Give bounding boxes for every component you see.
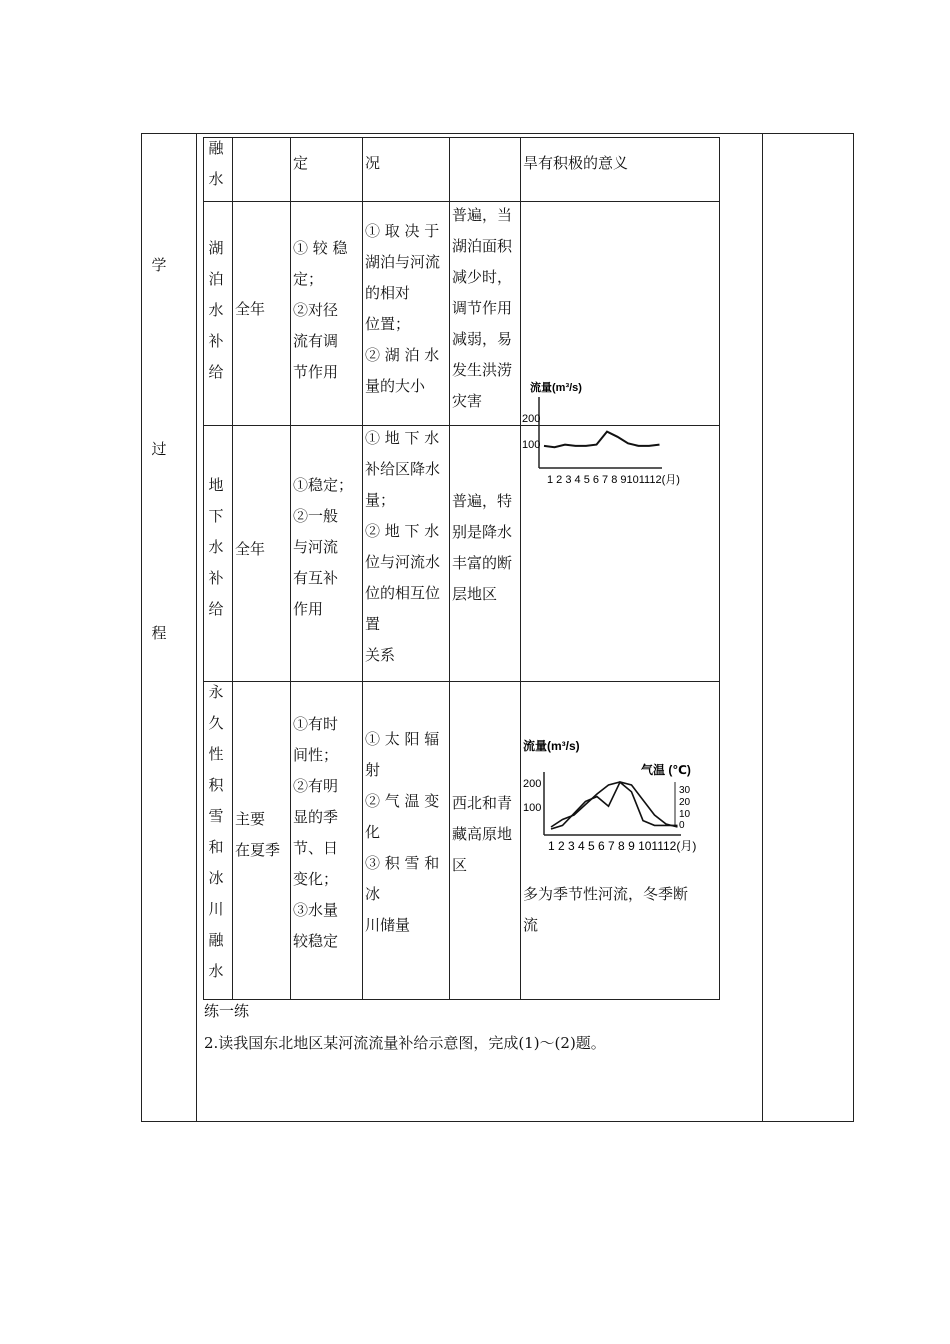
- flow-temp-chart-snow: [521, 732, 719, 857]
- row-type-cell: 永 久 性 积 雪 和 冰 川 融 水: [208, 683, 224, 980]
- chart2-ylabel: 流量(m³/s): [523, 739, 580, 753]
- side-label-guo: 过: [151, 440, 167, 458]
- row-remark-cell: 多为季节性河流，冬季断 流: [523, 885, 689, 934]
- row-type-cell: 湖 泊 水 补 给: [208, 239, 224, 381]
- chart2-temp-line: [551, 782, 678, 827]
- row-period-cell: 全年: [235, 540, 266, 558]
- side-label-cheng: 程: [151, 624, 167, 642]
- row-factors-cell: ① 太 阳 辐 射 ② 气 温 变 化 ③ 积 雪 和 冰 川储量: [365, 730, 440, 934]
- chart1-ytick: 100: [522, 439, 541, 451]
- row-factors-cell: 况: [365, 154, 381, 172]
- chart2-y2tick: 10: [679, 809, 691, 820]
- chart2-xticks: 1 2 3 4 5 6 7 8 9 101112(月): [548, 839, 697, 853]
- row-features-cell: 定: [293, 154, 309, 172]
- chart1-series-line: [544, 432, 660, 448]
- row-features-cell: ①有时 间性； ②有明 显的季 节、日 变化； ③水量 较稳定: [293, 715, 339, 950]
- chart2-flow-line: [551, 782, 678, 829]
- row-remark-cell: 旱有积极的意义: [523, 154, 629, 172]
- chart2-y2tick: 20: [679, 797, 691, 808]
- row-type-cell: 融 水: [208, 139, 224, 188]
- row-regions-cell: 西北和青 藏高原地 区: [452, 794, 513, 874]
- practice-question: 2.读我国东北地区某河流流量补给示意图，完成(1)～(2)题。: [204, 1034, 606, 1052]
- row-features-cell: ① 较 稳 定； ②对径 流有调 节作用: [293, 239, 348, 381]
- chart2-ytick: 100: [523, 802, 542, 814]
- chart2-ytick: 200: [523, 778, 542, 790]
- practice-heading: 练一练: [204, 1002, 250, 1020]
- chart1-xticks: 1 2 3 4 5 6 7 8 9101112(月): [547, 474, 680, 486]
- row-period-cell: 主要 在夏季: [235, 810, 281, 859]
- chart2-y2tick: 30: [679, 785, 691, 796]
- row-features-cell: ①稳定； ②一般 与河流 有互补 作用: [293, 476, 354, 618]
- row-type-cell: 地 下 水 补 给: [208, 476, 224, 618]
- chart1-ytick: 200: [522, 413, 541, 425]
- row-factors-cell: ① 取 决 于 湖泊与河流 的相对 位置； ② 湖 泊 水 量的大小: [365, 222, 441, 395]
- chart2-y2tick: 0: [679, 820, 685, 831]
- row-period-cell: 全年: [235, 300, 266, 318]
- row-regions-cell: 普遍，当 湖泊面积 减少时， 调节作用 减弱，易 发生洪涝 灾害: [452, 206, 513, 410]
- row-factors-cell: ① 地 下 水 补给区降水 量； ② 地 下 水 位与河流水 位的相互位 置 关系: [365, 429, 441, 664]
- chart2-y2label: 气温 (℃): [641, 763, 691, 777]
- chart1-ylabel: 流量(m³/s): [530, 382, 582, 394]
- side-label-xue: 学: [151, 256, 167, 274]
- flow-chart-lake: [522, 375, 682, 490]
- row-regions-cell: 普遍，特 别是降水 丰富的断 层地区: [452, 492, 513, 603]
